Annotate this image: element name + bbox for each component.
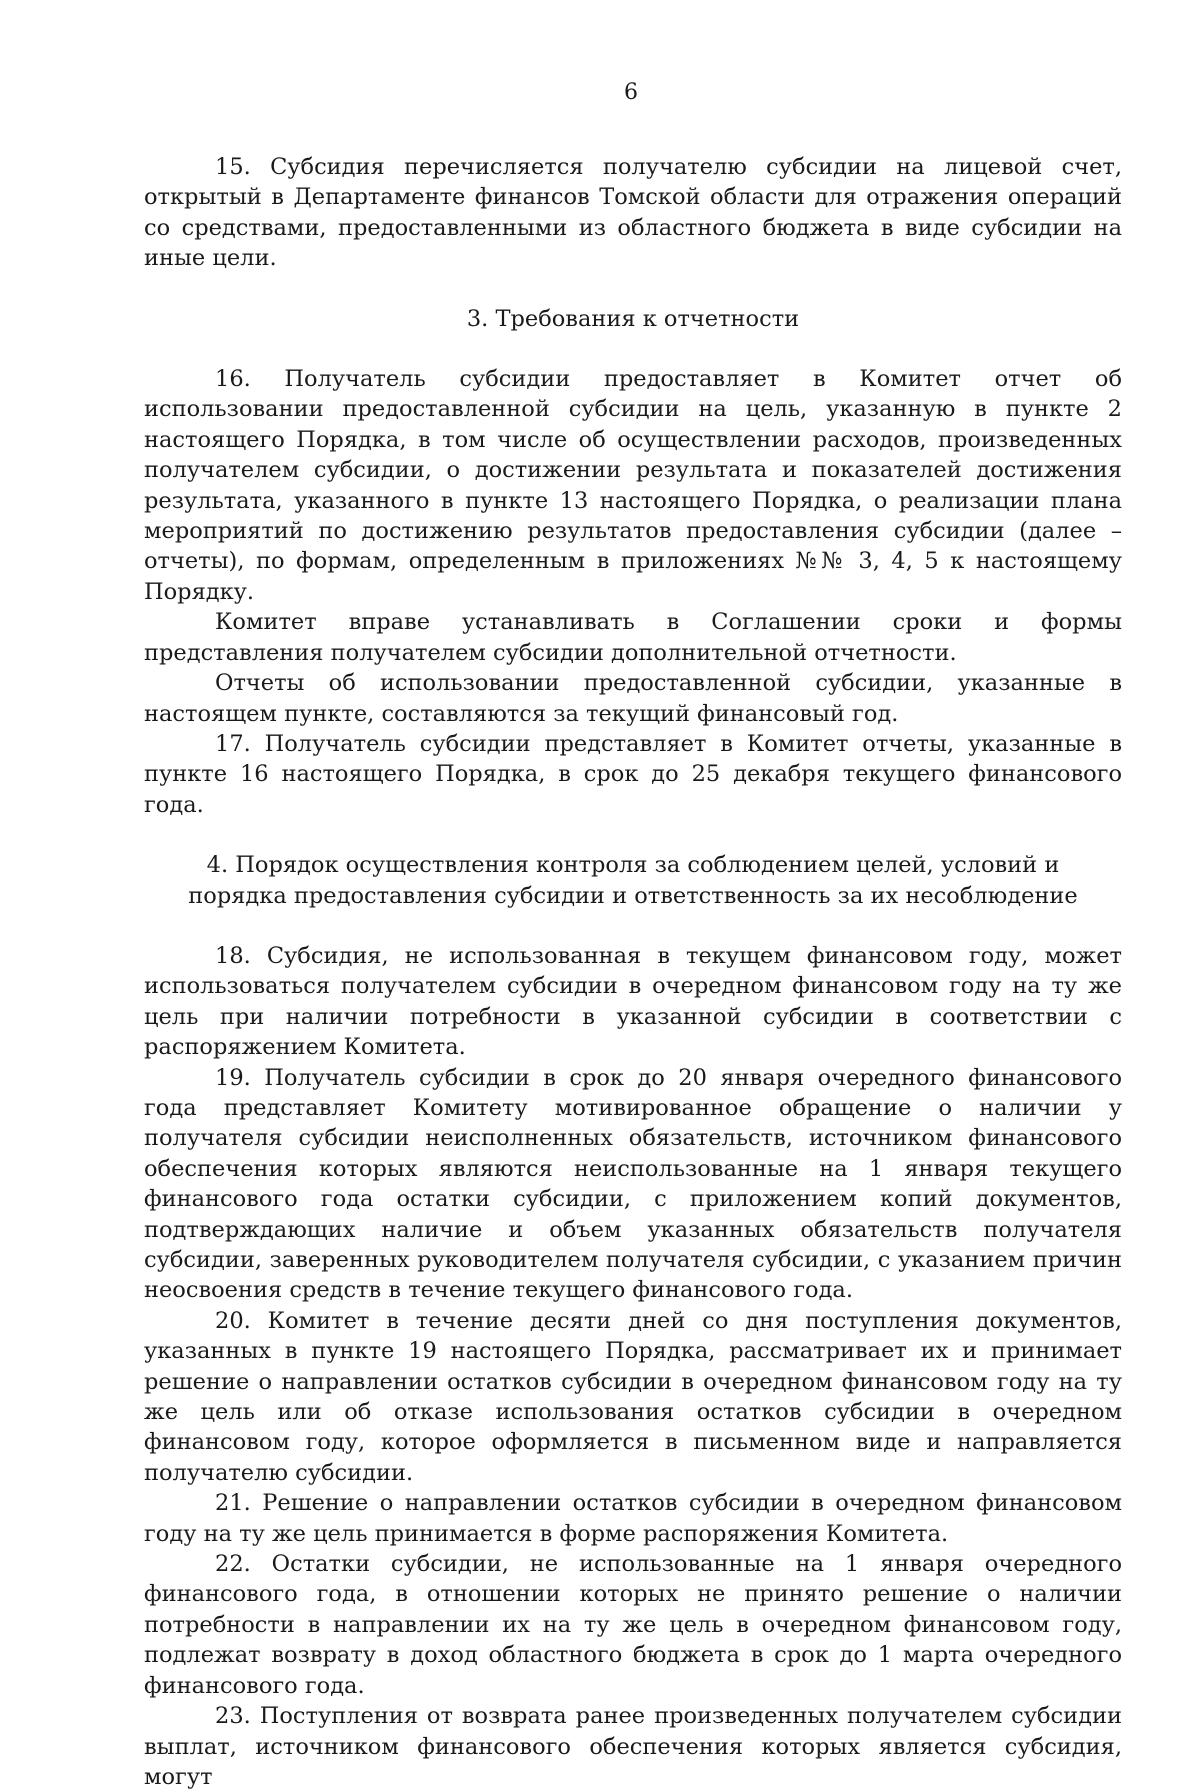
section-3-heading: 3. Требования к отчетности xyxy=(466,305,800,332)
paragraph-23: 23. Поступления от возврата ранее произведенных получателем субсидии выплат, источником финансового обеспечения которых является субсидия, могут xyxy=(144,1703,1122,1790)
paragraph-21: 21. Решение о направлении остатков субсидии в очередном финансовом году на ту же цель принимается в форме распоряжения Комитета. xyxy=(144,1490,1122,1547)
paragraph-16-reporting-period: Отчеты об использовании предоставленной субсидии, указанные в настоящем пункте, составляются за текущий финансовый год. xyxy=(144,670,1122,727)
paragraph-16-reporting-terms: Комитет вправе устанавливать в Соглашении сроки и формы представления получателем субсидии дополнительной отчетности. xyxy=(144,609,1122,666)
paragraph-16: 16. Получатель субсидии предоставляет в Комитет отчет об использовании предоставленной субсидии на цель, указанную в пункте 2 настоящего Порядка, в том числе об осуществлении расходов, произведенных получателем субсидии, о достижении результата и показателей достижения результата, указанного в пункте 13 настоящего Порядка, о реализации плана мероприятий по достижению результатов предоставления субсидии (далее – отчеты), по формам, определенным в приложениях №№ 3, 4, 5 к настоящему Порядку. xyxy=(144,366,1122,605)
paragraph-22: 22. Остатки субсидии, не использованные на 1 января очередного финансового года, в отношении которых не принято решение о наличии потребности в направлении их на ту же цель в очередном финансовом году, подлежат возврату в доход областного бюджета в срок до 1 марта очередного финансового года. xyxy=(144,1551,1122,1699)
paragraph-18: 18. Субсидия, не использованная в текущем финансовом году, может использоваться получателем субсидии в очередном финансовом году на ту же цель при наличии потребности в указанной субсидии в соответствии с распоряжением Комитета. xyxy=(144,942,1122,1061)
paragraph-19: 19. Получатель субсидии в срок до 20 января очередного финансового года представляет Комитету мотивированное обращение о наличии у получателя субсидии неисполненных обязательств, источником финансового обеспечения которых являются неиспользованные на 1 января текущего финансового года остатки субсидии, с приложением копий документов, подтверждающих наличие и объем указанных обязательств получателя субсидии, заверенных руководителем получателя субсидии, с указанием причин неосвоения средств в течение текущего финансового года. xyxy=(144,1064,1122,1304)
paragraph-17: 17. Получатель субсидии представляет в Комитет отчеты, указанные в пункте 16 настоящего Порядка, в срок до 25 декабря текущего финансового года. xyxy=(144,730,1122,818)
document-body xyxy=(144,152,1122,1792)
paragraph-15: 15. Субсидия перечисляется получателю субсидии на лицевой счет, открытый в Департаменте финансов Томской области для отражения операций со средствами, предоставленными из областного бюджета в виде субсидии на иные цели. xyxy=(144,154,1122,272)
paragraph-20: 20. Комитет в течение десяти дней со дня поступления документов, указанных в пункте 19 настоящего Порядка, рассматривает их и принимает решение о направлении остатков субсидии в очередном финансовом году на ту же цель или об отказе использования остатков субсидии в очередном финансовом году, которое оформляется в письменном виде и направляется получателю субсидии. xyxy=(144,1307,1122,1486)
page-number: 6 xyxy=(624,80,638,105)
section-4-heading: 4. Порядок осуществления контроля за соблюдением целей, условий и порядка предоставления субсидии и ответственность за их несоблюдение xyxy=(188,852,1078,909)
